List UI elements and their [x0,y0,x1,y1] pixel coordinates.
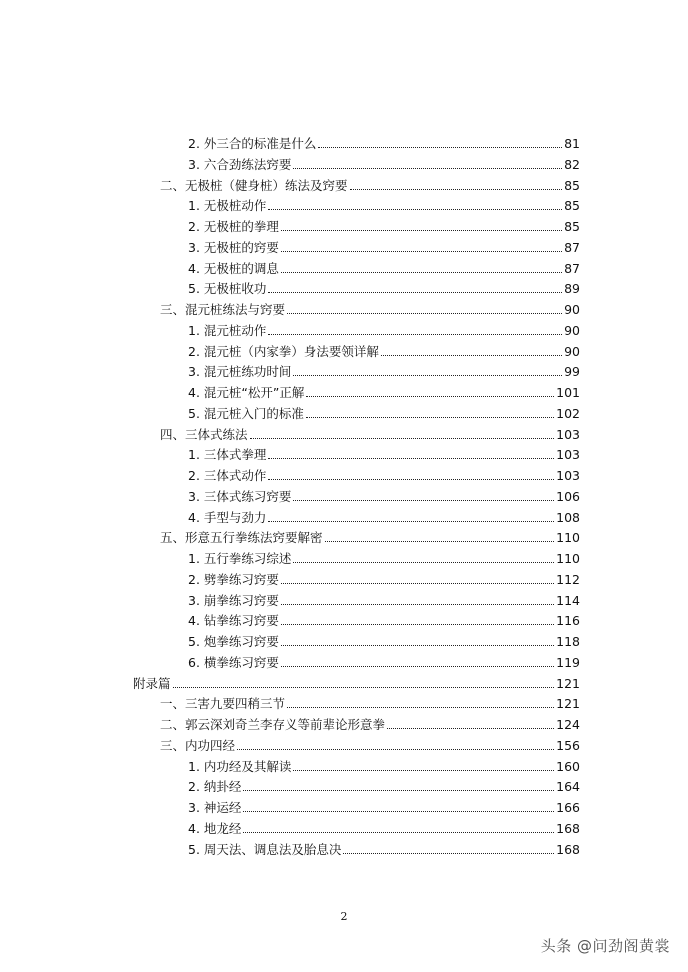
toc-entry-title: 3. 崩拳练习窍要 [188,592,279,608]
toc-entry-title: 三、内功四经 [160,737,236,753]
toc-leader-dots [250,437,555,439]
toc-leader-dots [293,167,562,169]
toc-leader-dots [293,499,554,501]
toc-leader-dots [268,333,562,335]
toc-entry [188,821,580,837]
toc-entry [160,717,580,733]
toc-entry [160,302,580,318]
toc-entry-title: 三、混元桩练法与窍要 [160,302,286,317]
toc-entry-title: 3. 六合劲练法窍要 [188,156,292,172]
watermark: 头条 @问劲阁黄裳 [540,937,670,955]
toc-leader-dots [268,208,562,210]
toc-entry [188,489,580,505]
toc-entry-page: 168 [556,820,580,836]
toc-entry [188,240,580,256]
toc-leader-dots [293,374,562,376]
toc-entry [188,364,580,380]
toc-leader-dots [281,250,562,252]
toc-entry [188,385,580,401]
toc-entry-title: 6. 横拳练习窍要 [188,654,279,670]
toc-entry-title: 2. 劈拳练习窍要 [188,571,279,587]
toc-entry [133,676,580,692]
page-number: 2 [340,910,348,923]
toc-entry-page: 89 [564,281,580,297]
toc-entry-title: 二、无极桩（健身桩）练法及窍要 [160,177,348,193]
toc-entry-page: 106 [556,488,580,504]
toc-entry-title: 5. 周天法、调息法及胎息决 [188,841,342,857]
toc-entry-page: 101 [556,385,580,400]
toc-leader-dots [281,229,562,231]
toc-entry [188,323,580,339]
toc-entry-page: 102 [556,405,580,421]
toc-entry [188,406,580,422]
toc-entry-page: 121 [556,696,580,712]
toc-leader-dots [243,831,554,833]
toc-leader-dots [293,769,554,771]
toc-entry-title: 5. 混元桩入门的标准 [188,405,304,421]
toc-leader-dots [350,188,563,190]
toc-entry [188,572,580,588]
toc-entry-title: 3. 混元桩练功时间 [188,364,292,380]
toc-entry-title: 1. 无极桩动作 [188,198,267,214]
toc-entry-title: 1. 混元桩动作 [188,322,267,338]
toc-entry-page: 112 [556,571,580,587]
toc-leader-dots [268,478,554,480]
toc-entry-page: 103 [556,426,580,442]
toc-entry-title: 2. 纳卦经 [188,779,242,795]
toc-entry [160,530,580,546]
toc-entry-page: 110 [556,551,580,566]
toc-entry-page: 85 [564,198,580,214]
toc-entry-page: 90 [564,322,580,338]
toc-entry-page: 81 [564,136,580,151]
toc-entry [188,800,580,816]
toc-entry [188,447,580,463]
toc-entry-page: 168 [556,841,580,857]
toc-leader-dots [243,810,554,812]
toc-entry-page: 85 [564,177,580,193]
toc-leader-dots [237,748,554,750]
toc-entry-page: 156 [556,737,580,753]
toc-entry [188,136,580,152]
toc-leader-dots [281,644,554,646]
toc-entry-page: 90 [564,343,580,359]
toc-entry-title: 2. 混元桩（内家拳）身法要领详解 [188,343,379,359]
toc-entry-page: 116 [556,613,580,629]
toc-entry-title: 3. 无极桩的窍要 [188,239,279,255]
toc-entry-title: 3. 神运经 [188,800,242,815]
toc-entry-title: 二、郭云深刘奇兰李存义等前辈论形意拳 [160,717,386,732]
toc-leader-dots [318,146,562,148]
toc-entry-title: 四、三体式练法 [160,426,248,442]
toc-entry [188,344,580,360]
toc-entry-title: 5. 炮拳练习窍要 [188,634,279,649]
toc-leader-dots [387,727,554,729]
toc-leader-dots [243,789,554,791]
toc-entry-page: 114 [556,592,580,608]
toc-entry [160,696,580,712]
toc-entry [188,779,580,795]
toc-entry-page: 85 [564,219,580,234]
toc-entry [188,593,580,609]
toc-entry-title: 3. 三体式练习窍要 [188,488,292,504]
toc-entry-page: 164 [556,779,580,795]
toc-entry [160,738,580,754]
toc-entry-title: 4. 手型与劲力 [188,509,267,525]
toc-entry-title: 1. 内功经及其解读 [188,758,292,774]
toc-leader-dots [268,520,554,522]
toc-entry-page: 99 [564,364,580,380]
toc-entry-title: 4. 无极桩的调息 [188,260,279,276]
toc-entry [188,634,580,650]
toc-entry [160,178,580,194]
toc-leader-dots [381,354,562,356]
toc-leader-dots [287,312,562,314]
toc-leader-dots [343,852,554,854]
toc-leader-dots [281,603,554,605]
toc-leader-dots [306,416,554,418]
toc-entry [160,427,580,443]
toc-entry-title: 2. 三体式动作 [188,468,267,483]
toc-entry-title: 4. 混元桩“松开”正解 [188,385,305,400]
toc-entry-title: 1. 三体式拳理 [188,447,267,463]
toc-entry [188,261,580,277]
toc-entry [188,198,580,214]
toc-entry-title: 1. 五行拳练习综述 [188,551,292,566]
toc-entry [188,613,580,629]
toc-entry-page: 124 [556,717,580,732]
toc-entry-title: 五、形意五行拳练法窍要解密 [160,530,323,546]
toc-entry-page: 103 [556,468,580,483]
toc-entry-page: 90 [564,302,580,317]
toc-leader-dots [281,582,554,584]
toc-entry-page: 121 [556,675,580,691]
toc-entry [188,842,580,858]
toc-entry-page: 87 [564,239,580,255]
toc-entry-title: 5. 无极桩收功 [188,281,267,297]
toc-leader-dots [306,395,554,397]
toc-leader-dots [281,623,554,625]
toc-entry-title: 附录篇 [133,675,171,691]
toc-entry-page: 103 [556,447,580,463]
toc-leader-dots [268,291,562,293]
toc-entry [188,281,580,297]
toc-entry-page: 160 [556,758,580,774]
toc-entry-title: 一、三害九要四稍三节 [160,696,286,712]
toc-entry-page: 110 [556,530,580,546]
toc-entry-page: 82 [564,156,580,172]
toc-entry-page: 119 [556,654,580,670]
toc-entry [188,510,580,526]
toc-entry-title: 2. 外三合的标准是什么 [188,136,317,151]
toc-entry-page: 166 [556,800,580,815]
toc-leader-dots [325,540,555,542]
toc-entry [188,157,580,173]
toc-entry [188,468,580,484]
toc-entry-title: 2. 无极桩的拳理 [188,219,279,234]
toc-entry-page: 118 [556,634,580,649]
toc-entry-page: 87 [564,260,580,276]
toc-entry-page: 108 [556,509,580,525]
toc-entry [188,551,580,567]
toc-leader-dots [287,706,554,708]
toc-entry [188,759,580,775]
toc-entry-title: 4. 钻拳练习窍要 [188,613,279,629]
toc-entry [188,655,580,671]
toc-leader-dots [281,665,554,667]
toc-leader-dots [173,686,555,688]
toc-entry-title: 4. 地龙经 [188,820,242,836]
toc-leader-dots [268,457,554,459]
toc-leader-dots [281,271,562,273]
toc-leader-dots [293,561,554,563]
toc-entry [188,219,580,235]
